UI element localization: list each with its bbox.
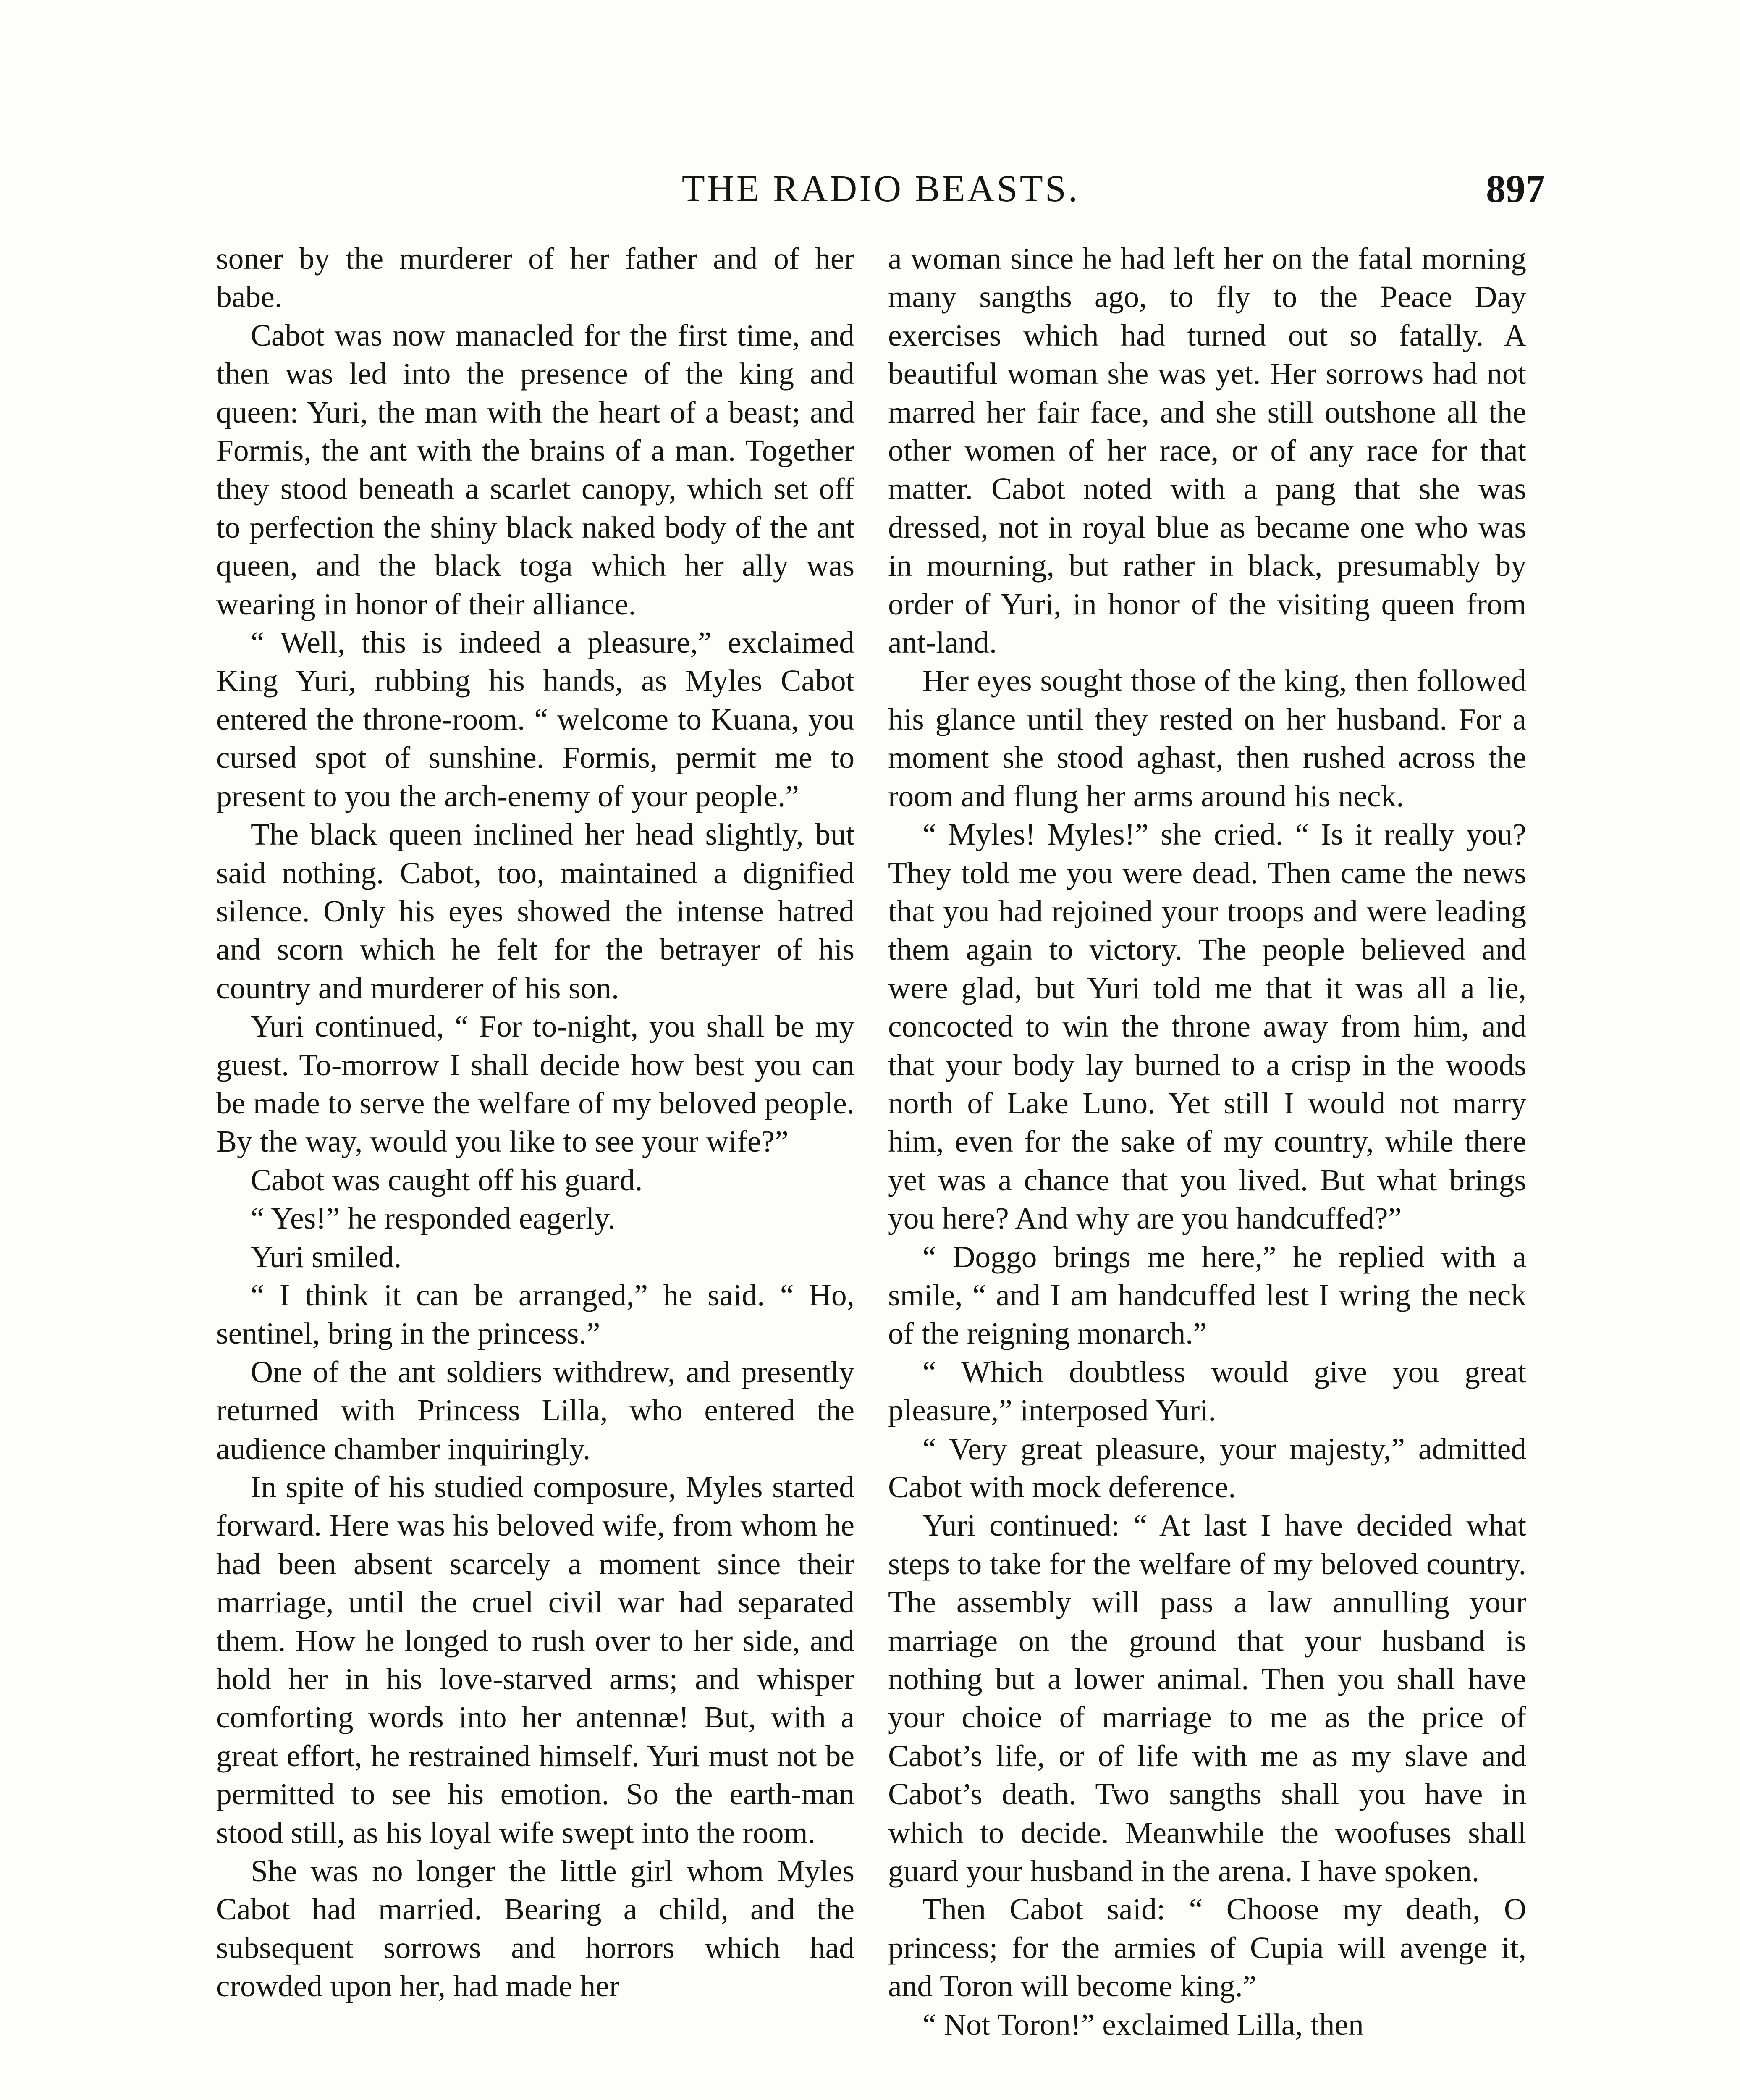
right-column: [888, 239, 1526, 2044]
paragraph: Yuri continued: “ At last I have decided what steps to take for the welfare of my beloved country. The assembly will pass a law annulling your marriage on the ground that your husband is nothing but a lower animal. Then you shall have your choice of marriage to me as the price of Cabot’s life, or of life with me as my slave and Cabot’s death. Two sangths shall you have in which to decide. Meanwhile the woofuses shall guard your husband in the arena. I have spoken.: [888, 1508, 1526, 1888]
paragraph: Her eyes sought those of the king, then followed his glance until they rested on her husband. For a moment she stood aghast, then rushed across the room and flung her arms around his neck.: [888, 664, 1526, 813]
paragraph: “ Well, this is indeed a pleasure,” exclaimed King Yuri, rubbing his hands, as Myles Cabot entered the throne-room. “ welcome to Kuana, you cursed spot of sunshine. Formis, permit me to present to you the arch-enemy of your people.”: [216, 625, 854, 813]
paragraph: “ Doggo brings me here,” he replied with a smile, “ and I am handcuffed lest I wring the neck of the reigning monarch.”: [888, 1239, 1526, 1351]
paragraph: In spite of his studied composure, Myles started forward. Here was his beloved wife, from whom he had been absent scarcely a moment since their marriage, until the cruel civil war had separated them. How he longed to rush over to her side, and hold her in his love-starved arms; and whisper comforting words into her antennæ! But, with a great effort, he restrained himself. Yuri must not be permitted to see his emotion. So the earth-man stood still, as his loyal wife swept into the room.: [216, 1470, 854, 1850]
paragraph: “ Which doubtless would give you great pleasure,” interposed Yuri.: [888, 1354, 1526, 1428]
paragraph: “ I think it can be arranged,” he said. “ Ho, sentinel, bring in the princess.”: [216, 1278, 854, 1351]
paragraph: Cabot was now manacled for the first time, and then was led into the presence of the king and queen: Yuri, the man with the heart of a beast; and Formis, the ant with the brains of a man. Together they stood beneath a scarlet canopy, which set off to perfection the shiny black naked body of the ant queen, and the black toga which her ally was wearing in honor of their alliance.: [216, 318, 854, 621]
paragraph: She was no longer the little girl whom Myles Cabot had married. Bearing a child, and the subsequent sorrows and horrors which had crowded upon her, had made her: [216, 1854, 854, 2003]
paragraph: “ Not Toron!” exclaimed Lilla, then: [922, 2007, 1364, 2042]
paragraph: Cabot was caught off his guard.: [251, 1163, 643, 1197]
paragraph: “ Myles! Myles!” she cried. “ Is it really you? They told me you were dead. Then came the news that you had rejoined your troops and were leading them again to victory. The people believed and were glad, but Yuri told me that it was all a lie, concocted to win the throne away from him, and that your body lay burned to a crisp in the woods north of Lake Luno. Yet still I would not marry him, even for the sake of my country, while there yet was a chance that you lived. But what brings you here? And why are you handcuffed?”: [888, 817, 1526, 1236]
paragraph: “ Yes!” he responded eagerly.: [251, 1201, 616, 1236]
paragraph: Yuri smiled.: [251, 1239, 402, 1274]
page-number: 897: [1486, 167, 1545, 211]
page-header: [216, 166, 1545, 212]
running-title: THE RADIO BEASTS.: [681, 168, 1080, 210]
paragraph: “ Very great pleasure, your majesty,” admitted Cabot with mock deference.: [888, 1431, 1526, 1504]
left-column: [216, 239, 854, 2006]
paragraph: Yuri continued, “ For to-night, you shall be my guest. To-morrow I shall decide how best you can be made to serve the welfare of my beloved people. By the way, would you like to see your wife?”: [216, 1009, 854, 1159]
paragraph: Then Cabot said: “ Choose my death, O princess; for the armies of Cupia will avenge it, and Toron will become king.”: [888, 1892, 1526, 2003]
paragraph: soner by the murderer of her father and of her babe.: [216, 242, 854, 314]
paragraph: One of the ant soldiers withdrew, and presently returned with Princess Lilla, who entered the audience chamber inquiringly.: [216, 1354, 854, 1466]
paragraph: a woman since he had left her on the fatal morning many sangths ago, to fly to the Peace Day exercises which had turned out so fatally. A beautiful woman she was yet. Her sorrows had not marred her fair face, and she still outshone all the other women of her race, or of any race for that matter. Cabot noted with a pang that she was dressed, not in royal blue as became one who was in mourning, but rather in black, presumably by order of Yuri, in honor of the visiting queen from ant-land.: [888, 242, 1526, 660]
paragraph: The black queen inclined her head slightly, but said nothing. Cabot, too, maintained a dignified silence. Only his eyes showed the intense hatred and scorn which he felt for the betrayer of his country and murderer of his son.: [216, 817, 854, 1005]
